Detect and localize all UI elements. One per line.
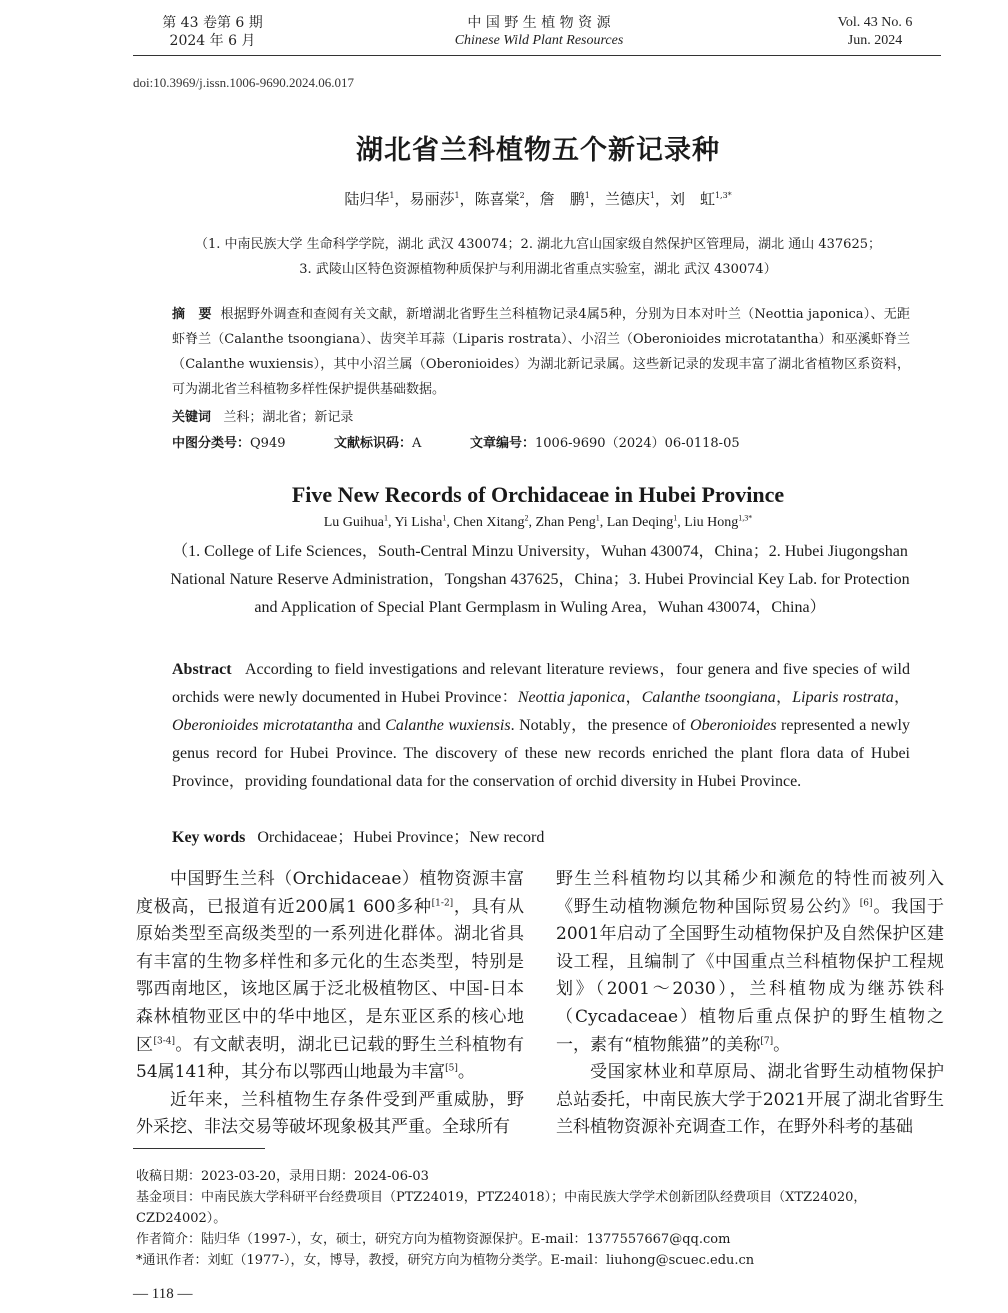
citation: [7] [760,1035,774,1046]
authors-en: Lu Guihua$^1$, Yi Lisha$^1$, Chen Xitang$^2$, Zhan Peng$^1$, Lan Deqing$^1$, Liu Hong$^{1,3*}$ [323,513,753,530]
authors-cn: 陆归华$^1$，易丽莎$^1$，陈喜棠$^2$，詹 鹏$^1$，兰德庆$^1$，刘 虹$^{1,3*}$ [344,190,732,208]
keywords-en-label: Key words [172,829,246,846]
body-column-right [556,866,944,1142]
affiliation-line: 3. 武陵山区特色资源植物种质保护与利用湖北省重点实验室，湖北 武汉 430074） [299,262,777,277]
page-number: — 118 — [133,1286,193,1302]
author-en: Lu Guihua [323,515,384,530]
body-paragraph: 野生兰科植物均以其稀少和濒危的特性而被列入《野生动植物濒危物种国际贸易公约》[6]。我国于2001年启动了全国野生动植物保护及自然保护区建设工程，且编制了《中国重点兰科植物保护工程规划》（2001～2030），兰科植物成为继苏铁科（Cycadaceae）植物后重点保护的野生植物之一，素有“植物熊猫”的美称[7]。 [556,869,945,1055]
species-name: Liparis rostrata [792,689,894,706]
clc-number: 中图分类号：Q949 [172,436,286,451]
citation: [5] [445,1063,458,1074]
author-en: Liu Hong [684,515,739,530]
author-en: Lan Deqing [606,515,674,530]
author-cn: 陆归华 [344,190,390,208]
species-name: Calanthe wuxiensis [385,717,511,734]
footnote-received: 收稿日期：2023-03-20，录用日期：2024-06-03 [136,1169,429,1184]
header-volume-cn [150,14,275,50]
citation: [1-2] [431,897,454,908]
keywords-en [172,824,544,847]
article-number: 文章编号：1006-9690（2024）06-0118-05 [470,436,740,451]
affiliation-line: （1. 中南民族大学 生命科学学院，湖北 武汉 430074；2. 湖北九宫山国家级自然保护区管理局，湖北 通山 437625； [195,237,881,252]
abstract-en: Abstract According to field investigations and relevant literature reviews，four genera and five species of wild orchids were newly documented in Hubei Province：Neottia japonica，Calanthe tsoongiana，Liparis rostrata，Oberonioides microtatantha and Calanthe wuxiensis. Notably，the presence of Oberonioides represented a newly genus record for Hubei Province. The discovery of these new records enriched the plant flora data of Hubei Province，providing foundational data for the conservation of orchid diversity in Hubei Province. [172,661,911,790]
header-rule [133,55,941,56]
keywords-cn [172,406,353,425]
header-journal [404,14,674,50]
abstract-cn-text: 根据野外调查和查阅有关文献，新增湖北省野生兰科植物记录4属5种，分别为日本对叶兰（Neottia japonica）、无距虾脊兰（Calanthe tsoongiana）、齿突羊耳蒜（Liparis rostrata）、小沼兰（Oberonioides microtatantha）和巫溪虾脊兰（Calanthe wuxiensis），其中小沼兰属（Oberonioides）为湖北新记录属。这些新记录的发现丰富了湖北省植物区系资料，可为湖北省兰科植物多样性保护提供基础数据。 [172,307,911,397]
body-paragraph: 近年来，兰科植物生存条件受到严重威胁，野外采挖、非法交易等破坏现象极其严重。全球所有 [136,1089,524,1138]
footnotes [136,1166,946,1271]
journal-title-en: Chinese Wild Plant Resources [454,33,624,48]
species-name: Neottia japonica [517,689,626,706]
header-volume-en [810,14,940,50]
affiliations-en: （1. College of Life Sciences，South-Central Minzu University，Wuhan 430074，China；2. Hubei Jiugongshan National Nature Reserve Administration，Tongshan 437625，China；3. Hubei Provincial Key Lab. for Protection and Application of Special Plant Germplasm in Wuling Area，Wuhan 430074，China） [170,543,910,616]
author-en: Chen Xitang [453,515,525,530]
keywords-en-text: Orchidaceae；Hubei Province；New record [257,829,545,846]
species-name: Oberonioides microtatantha [172,717,354,734]
paper-title-cn: 湖北省兰科植物五个新记录种 [356,135,720,166]
abstract-en-label: Abstract [172,661,232,678]
paper-title-en: Five New Records of Orchidaceae in Hubei Province [291,482,785,507]
author-en: Zhan Peng [535,515,596,530]
body-paragraph: 受国家林业和草原局、湖北省野生动植物保护总站委托，中南民族大学于2021开展了湖北省野生兰科植物资源补充调查工作，在野外科考的基础 [556,1062,944,1138]
body-paragraph: 中国野生兰科（Orchidaceae）植物资源丰富度极高，已报道有近200属1 600多种[1-2]，具有从原始类型至高级类型的一系列进化群体。湖北省具有丰富的生物多样性和多元化的生态类型，特别是鄂西南地区，该地区属于泛北极植物区、中国-日本森林植物亚区中的华中地区，是东亚区系的核心地区[3-4]。有文献表明，湖北已记载的野生兰科植物有54属141种，其分布以鄂西山地最为丰富[5]。 [136,869,525,1083]
species-name: Calanthe tsoongiana [641,689,776,706]
date-en: Jun. 2024 [847,33,903,48]
affiliations-cn [150,232,926,282]
volume-en: Vol. 43 No. 6 [837,15,913,30]
keywords-cn-label: 关键词 [172,410,212,425]
author-cn: 易丽莎 [409,190,455,208]
author-cn: 陈喜棠 [474,190,520,208]
document-code: 文献标识码：A [334,436,422,451]
citation: [3-4] [153,1035,175,1046]
abstract-cn [172,302,910,402]
volume-cn: 第 43 卷第 6 期 [162,15,263,31]
abstract-cn-label: 摘 要 [172,307,212,322]
body-column-left [136,866,524,1142]
doi: doi:10.3969/j.issn.1006-9690.2024.06.017 [133,75,355,90]
footnote-funding: 基金项目：中南民族大学科研平台经费项目（PTZ24019，PTZ24018）；中南民族大学学术创新团队经费项目（XTZ24020，CZD24002）。 [136,1190,867,1226]
journal-title-cn: 中 国 野 生 植 物 资 源 [467,15,611,31]
author-cn: 兰德庆 [604,190,650,208]
author-cn: 詹 鹏 [539,190,585,208]
footnote-rule [133,1148,265,1149]
author-en: Yi Lisha [394,515,443,530]
genus-name: Oberonioides [690,717,777,734]
footnote-corresponding: *通讯作者：刘虹（1977-），女，博导，教授，研究方向为植物分类学。E-mail：liuhong@scuec.edu.cn [136,1253,755,1268]
citation: [6] [859,897,873,908]
author-cn: 刘 虹 [669,190,715,208]
date-cn: 2024 年 6 月 [169,33,256,49]
footnote-author: 作者简介：陆归华（1997-），女，硕士，研究方向为植物资源保护。E-mail：1377557667@qq.com [136,1232,731,1247]
keywords-cn-text: 兰科；湖北省；新记录 [223,410,354,425]
